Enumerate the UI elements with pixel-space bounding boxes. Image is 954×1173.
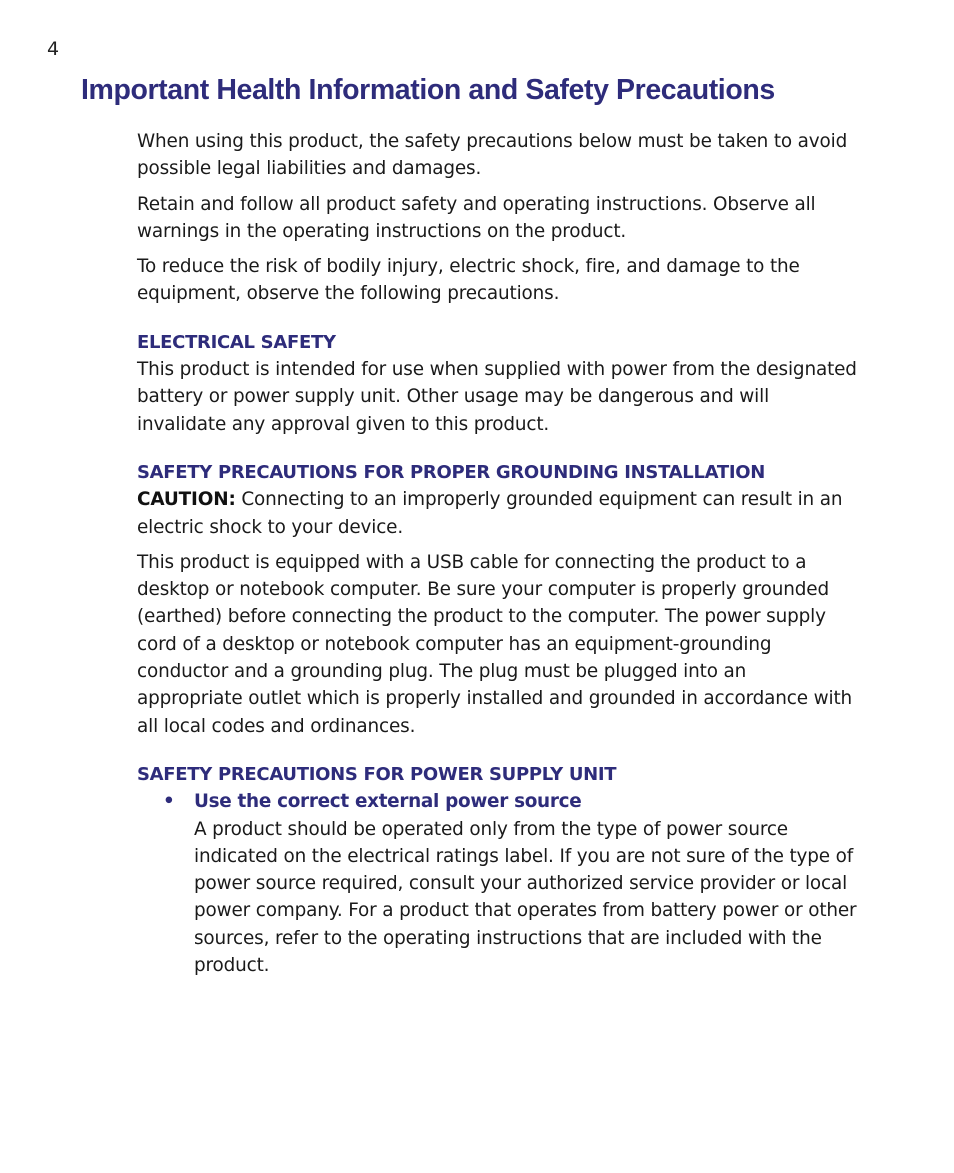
- intro-paragraph: When using this product, the safety precautions below must be taken to avoid possible legal liabilities and damages.: [137, 131, 848, 180]
- document-body: [137, 128, 857, 987]
- intro-paragraph: Retain and follow all product safety and operating instructions. Observe all warnings in the operating instructions on the product.: [137, 193, 816, 242]
- caution-label: CAUTION:: [137, 489, 236, 511]
- list-item: [137, 788, 857, 979]
- caution-text: Connecting to an improperly grounded equipment can result in an electric shock to your device.: [137, 489, 843, 538]
- section-heading-power-supply: SAFETY PRECAUTIONS FOR POWER SUPPLY UNIT: [137, 763, 617, 785]
- power-supply-list: [137, 788, 857, 979]
- bullet-title: Use the correct external power source: [194, 791, 582, 813]
- bullet-body: A product should be operated only from the type of power source indicated on the electrical ratings label. If you are not sure of the type of power source required, consult your authorized service provider or local power company. For a product that operates from battery power or other sources, refer to the operating instructions that are included with the product.: [194, 818, 857, 977]
- grounding-paragraph: This product is equipped with a USB cable for connecting the product to a desktop or notebook computer. Be sure your computer is properly grounded (earthed) before connecting the product to the computer. The power supply cord of a desktop or notebook computer has an equipment-grounding conductor and a grounding plug. The plug must be plugged into an appropriate outlet which is properly installed and grounded in accordance with all local codes and ordinances.: [137, 551, 853, 737]
- bullet-icon: •: [163, 791, 175, 813]
- electrical-safety-paragraph: This product is intended for use when supplied with power from the designated battery or power supply unit. Other usage may be dangerous and will invalidate any approval given to this product.: [137, 359, 857, 435]
- caution-paragraph: [137, 486, 857, 541]
- intro-paragraph: To reduce the risk of bodily injury, electric shock, fire, and damage to the equipment, observe the following precautions.: [137, 256, 800, 305]
- section-heading-electrical-safety: ELECTRICAL SAFETY: [137, 331, 336, 353]
- page-title: Important Health Information and Safety Precautions: [81, 74, 775, 106]
- section-heading-grounding: SAFETY PRECAUTIONS FOR PROPER GROUNDING INSTALLATION: [137, 461, 765, 483]
- page-number: 4: [47, 38, 60, 60]
